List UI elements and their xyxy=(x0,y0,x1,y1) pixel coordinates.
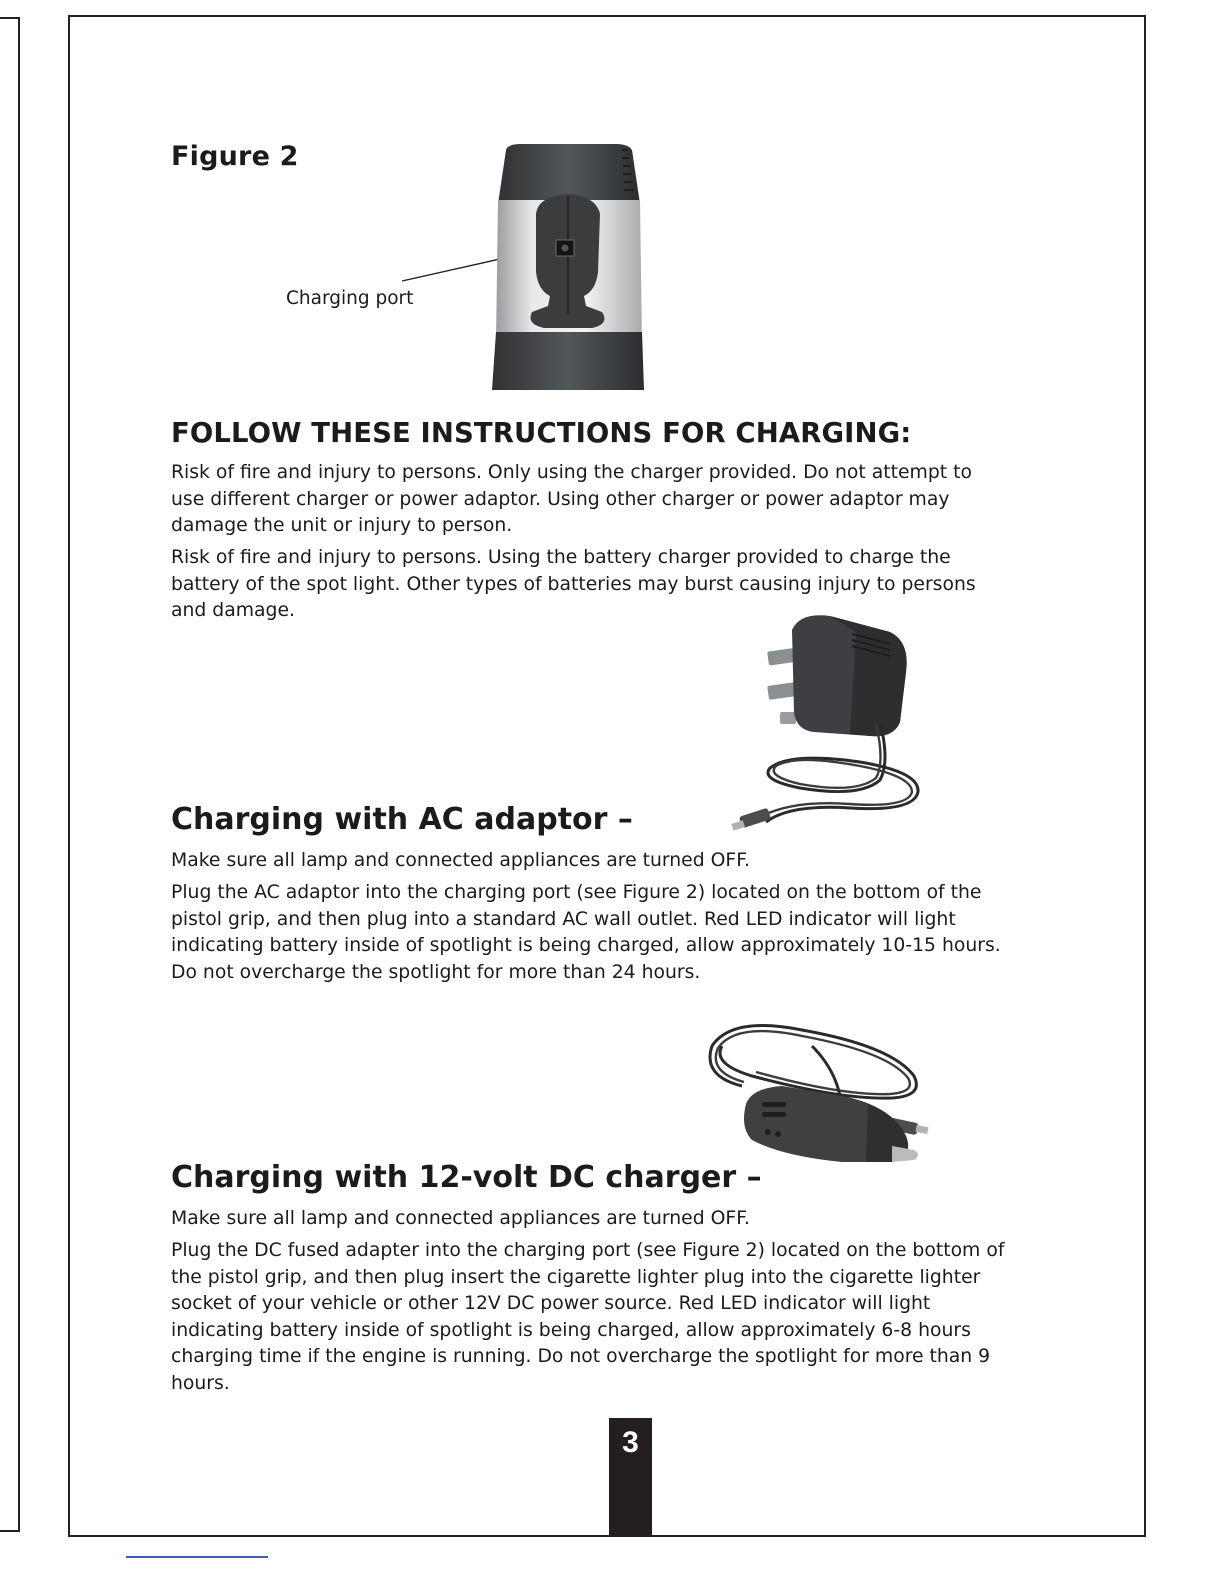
dc-car-charger-illustration xyxy=(692,1016,932,1168)
page-number-tab: 3 xyxy=(609,1418,652,1536)
warning-paragraph-2: Risk of fire and injury to persons. Using the battery charger provided to charge the battery of the spot light. Other types of batteries may burst causing injury to persons and damage. xyxy=(171,547,976,621)
ac-step-2: Plug the AC adaptor into the charging port (see Figure 2) located on the bottom of the pistol grip, and then plug into a standard AC wall outlet. Red LED indicator will light indicating battery inside of spotlight is being charged, allow approximately 10-15 hours. Do not overcharge the spotlight for more than 24 hours. xyxy=(171,882,1001,983)
bottom-rule xyxy=(126,1556,268,1558)
dc-step-2: Plug the DC fused adapter into the charging port (see Figure 2) located on the bottom of the pistol grip, and then plug insert the cigarette lighter plug into the cigarette lighter socket of your vehicle or other 12V DC power source. Red LED indicator will light indicating battery inside of spotlight is being charged, allow approximately 6-8 hours charging time if the engine is running. Do not overcharge the spotlight for more than 9 hours. xyxy=(171,1240,1005,1394)
figure-title: Figure 2 xyxy=(171,141,299,172)
ac-adaptor-heading: Charging with AC adaptor – xyxy=(171,802,633,837)
charging-port-label: Charging port xyxy=(286,288,414,309)
ac-step-1: Make sure all lamp and connected appliances are turned OFF. xyxy=(171,850,750,871)
ac-adaptor-illustration xyxy=(730,612,930,834)
charging-instructions-heading: FOLLOW THESE INSTRUCTIONS FOR CHARGING: xyxy=(171,417,912,449)
spotlight-base-illustration xyxy=(492,144,644,390)
warning-paragraph-1: Risk of fire and injury to persons. Only using the charger provided. Do not attempt to use different charger or power adaptor. Using other charger or power adaptor may damage the unit or injury to person. xyxy=(171,462,972,536)
dc-step-1: Make sure all lamp and connected appliances are turned OFF. xyxy=(171,1208,750,1229)
dc-charger-heading: Charging with 12-volt DC charger – xyxy=(171,1160,762,1195)
